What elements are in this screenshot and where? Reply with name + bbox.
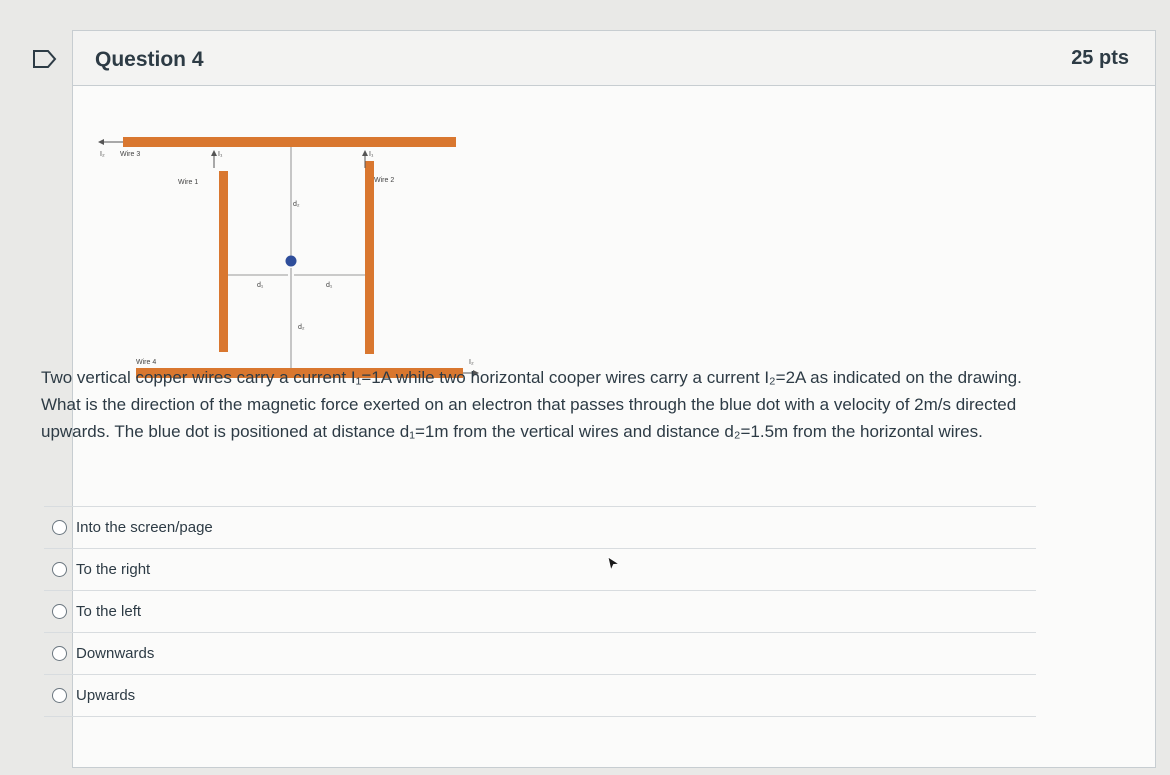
radio-button[interactable] (52, 646, 67, 661)
mouse-pointer-icon (607, 556, 621, 572)
radio-button[interactable] (52, 688, 67, 703)
question-header (73, 31, 1155, 86)
answer-option[interactable] (44, 548, 1036, 590)
current-i1-label-right: I₁ (369, 151, 374, 158)
question-flag-icon[interactable] (32, 48, 58, 70)
d2-label-bottom: d₂ (298, 324, 305, 331)
answer-label[interactable]: Downwards (76, 645, 155, 662)
wire-2-arrowhead (362, 150, 368, 156)
current-i1-label-left: I₁ (218, 151, 223, 158)
wire-2-label: Wire 2 (374, 177, 395, 184)
current-i2-label-top: I₂ (100, 151, 105, 158)
radio-button[interactable] (52, 562, 67, 577)
wire-1-arrowhead (211, 150, 217, 156)
answer-label[interactable]: To the left (76, 603, 142, 620)
question-text: Two vertical copper wires carry a current I₁=1A while two horizontal cooper wires carry a current I₂=2A as indicated on the drawing. What is the direction of the magnetic force exerted on an electron that passes through the blue dot with a velocity of 2m/s directed upwards. The blue dot is positioned at distance d₁=1m from the vertical wires and distance d₂=1.5m from the horizontal wires. (41, 368, 1022, 441)
wire-3-label: Wire 3 (120, 151, 141, 158)
answer-label[interactable]: To the right (76, 561, 151, 578)
answer-option[interactable] (44, 590, 1036, 632)
wire-1 (219, 171, 228, 352)
radio-button[interactable] (52, 604, 67, 619)
d2-label-top: d₂ (293, 201, 300, 208)
wire-3-arrowhead (98, 139, 104, 145)
answer-option[interactable] (44, 632, 1036, 674)
answer-option[interactable] (44, 674, 1036, 717)
wire-2 (365, 161, 374, 354)
current-i2-label-bottom: I₂ (469, 359, 474, 366)
question-points: 25 pts (1071, 47, 1129, 69)
wires-diagram (18, 98, 488, 388)
answer-option[interactable] (44, 506, 1036, 548)
d1-label-right: d₁ (326, 282, 333, 289)
wire-1-label: Wire 1 (178, 179, 199, 186)
blue-dot (286, 256, 297, 267)
radio-button[interactable] (52, 520, 67, 535)
answer-list (44, 506, 1036, 717)
answer-label[interactable]: Upwards (76, 687, 136, 704)
wire-3 (123, 137, 456, 147)
d1-label-left: d₁ (257, 282, 264, 289)
wire-4-label: Wire 4 (136, 359, 157, 366)
answer-label[interactable]: Into the screen/page (76, 519, 213, 536)
question-title: Question 4 (95, 48, 204, 71)
